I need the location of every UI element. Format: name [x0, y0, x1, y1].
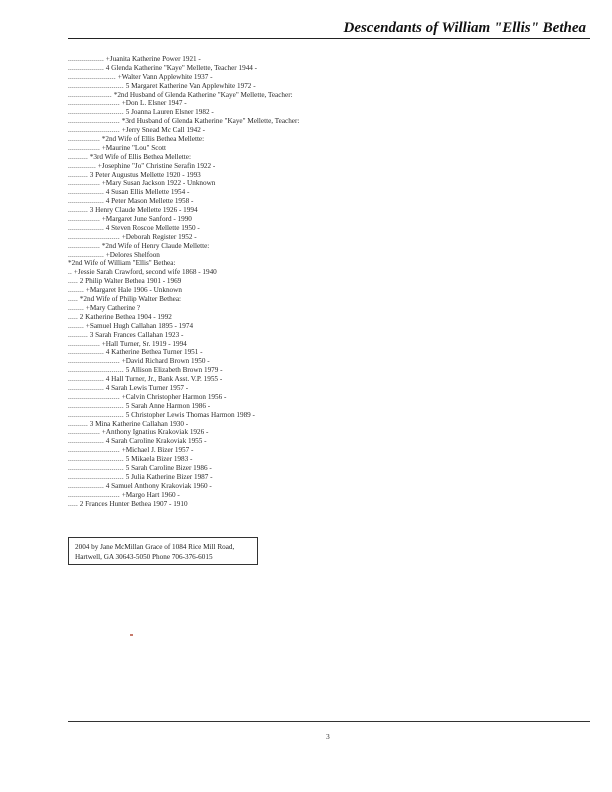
list-item	[68, 491, 588, 500]
entry-text: +Anthony Ignatius Krakoviak 1926 -	[101, 428, 209, 437]
list-item	[68, 73, 588, 82]
entry-text: 2 Frances Hunter Bethea 1907 - 1910	[79, 499, 188, 508]
entry-text: +Juanita Katherine Power 1921 -	[105, 55, 201, 63]
indent-leader: ................	[68, 428, 100, 437]
indent-leader: ..................	[68, 250, 104, 259]
indent-leader: ......................	[68, 90, 112, 99]
entry-text: 3 Peter Augustus Mellette 1920 - 1993	[89, 170, 201, 179]
entry-text: 5 Sarah Caroline Bizer 1986 -	[125, 463, 212, 472]
indent-leader: ..	[68, 268, 72, 277]
indent-leader: ..................	[68, 375, 104, 384]
page-header	[68, 20, 588, 40]
list-item	[68, 428, 588, 437]
indent-leader: ..........................	[68, 392, 120, 401]
indent-leader: ........................	[68, 72, 116, 81]
indent-leader: .....	[68, 295, 78, 304]
indent-leader: ..................	[68, 197, 104, 206]
indent-leader: ................	[68, 179, 100, 188]
list-item	[68, 473, 588, 482]
entry-text: +Hall Turner, Sr. 1919 - 1994	[101, 339, 187, 348]
list-item	[68, 348, 588, 357]
entry-text: 5 Julia Katherine Bizer 1987 -	[125, 472, 213, 481]
entry-text: *2nd Wife of Henry Claude Mellette:	[101, 241, 210, 250]
indent-leader: ..........................	[68, 357, 120, 366]
list-item	[68, 215, 588, 224]
list-item	[68, 375, 588, 384]
indent-leader: ................	[68, 241, 100, 250]
entry-text: +Jerry Snead Mc Call 1942 -	[121, 126, 206, 135]
indent-leader: ..........................	[68, 126, 120, 135]
list-item	[68, 437, 588, 446]
entry-text: +David Richard Brown 1950 -	[121, 357, 210, 366]
list-item	[68, 179, 588, 188]
indent-leader: ..............	[68, 161, 96, 170]
indent-leader: ..........................	[68, 446, 120, 455]
indent-leader: ..................	[68, 348, 104, 357]
entry-text: 4 Glenda Katherine "Kaye" Mellette, Teacher 1944 -	[105, 63, 258, 72]
list-item	[68, 482, 588, 491]
header-divider	[68, 38, 590, 39]
entry-text: 4 Peter Mason Mellette 1958 -	[105, 197, 194, 206]
indent-leader: ........	[68, 303, 84, 312]
indent-leader: ................	[68, 215, 100, 224]
page-number: 3	[326, 732, 330, 741]
indent-leader: ..........	[68, 330, 88, 339]
indent-leader: ............................	[68, 81, 124, 90]
list-item	[68, 366, 588, 375]
indent-leader: ..........................	[68, 490, 120, 499]
list-item	[68, 357, 588, 366]
list-item	[68, 500, 588, 509]
copyright-line-2: Hartwell, GA 30643-5050 Phone 706-376-6015	[75, 553, 213, 561]
list-item	[68, 197, 588, 206]
list-item	[68, 331, 588, 340]
list-item	[68, 224, 588, 233]
entry-text: 3 Mina Katherine Callahan 1930 -	[89, 419, 189, 428]
list-item	[68, 259, 588, 268]
entry-text: *2nd Wife of William "Ellis" Bethea:	[68, 259, 176, 268]
entry-text: +Mary Catherine ?	[85, 303, 141, 312]
list-item	[68, 384, 588, 393]
entry-text: *3rd Wife of Ellis Bethea Mellette:	[89, 152, 191, 161]
list-item	[68, 55, 588, 64]
indent-leader: ................	[68, 339, 100, 348]
entry-text: *2nd Wife of Philip Walter Bethea:	[79, 295, 182, 304]
indent-leader: ..................	[68, 63, 104, 72]
entry-text: 5 Allison Elizabeth Brown 1979 -	[125, 366, 223, 375]
list-item	[68, 402, 588, 411]
list-item	[68, 82, 588, 91]
indent-leader: .....	[68, 499, 78, 508]
indent-leader: .....	[68, 312, 78, 321]
stray-mark	[130, 634, 133, 636]
entry-text: 4 Katherine Bethea Turner 1951 -	[105, 348, 203, 357]
indent-leader: .....	[68, 277, 78, 286]
entry-text: 3 Henry Claude Mellette 1926 - 1994	[89, 206, 198, 215]
indent-leader: ............................	[68, 463, 124, 472]
copyright-notice	[68, 537, 258, 565]
indent-leader: ............................	[68, 401, 124, 410]
page-title: Descendants of William "Ellis" Bethea	[343, 20, 586, 36]
indent-leader: ............................	[68, 410, 124, 419]
entry-text: 4 Hall Turner, Jr., Bank Asst. V.P. 1955 -	[105, 375, 223, 384]
indent-leader: ..................	[68, 481, 104, 490]
list-item	[68, 277, 588, 286]
list-item	[68, 242, 588, 251]
entry-text: +Deborah Register 1952 -	[121, 232, 197, 241]
entry-text: 5 Joanna Lauren Elsner 1982 -	[125, 108, 214, 117]
indent-leader: ................	[68, 135, 100, 144]
entry-text: *3rd Husband of Glenda Katherine "Kaye" Mellette, Teacher:	[121, 117, 300, 126]
entry-text: 2 Katherine Bethea 1904 - 1992	[79, 312, 172, 321]
indent-leader: ............................	[68, 366, 124, 375]
indent-leader: ..................	[68, 437, 104, 446]
footer-divider	[68, 721, 590, 722]
indent-leader: ................	[68, 143, 100, 152]
entry-text: 4 Susan Ellis Mellette 1954 -	[105, 188, 190, 197]
indent-leader: ........	[68, 321, 84, 330]
entry-text: 5 Christopher Lewis Thomas Harmon 1989 -	[125, 410, 255, 419]
entry-text: +Mary Susan Jackson 1922 - Unknown	[101, 179, 216, 188]
list-item	[68, 188, 588, 197]
entry-text: 5 Sarah Anne Harmon 1986 -	[125, 401, 211, 410]
entry-text: +Margaret June Sanford - 1990	[101, 215, 192, 224]
list-item	[68, 126, 588, 135]
entry-text: +Jessie Sarah Crawford, second wife 1868 - 1940	[73, 268, 217, 277]
list-item	[68, 135, 588, 144]
entry-text: +Calvin Christopher Harmon 1956 -	[121, 392, 227, 401]
indent-leader: ............................	[68, 108, 124, 117]
list-item	[68, 304, 588, 313]
indent-leader: ..........	[68, 152, 88, 161]
list-item	[68, 393, 588, 402]
list-item	[68, 420, 588, 429]
entry-text: +Margo Hart 1960 -	[121, 490, 180, 499]
list-item	[68, 153, 588, 162]
list-item	[68, 340, 588, 349]
entry-text: 5 Margaret Katherine Van Applewhite 1972 -	[125, 81, 256, 90]
list-item	[68, 322, 588, 331]
entry-text: 4 Sarah Lewis Turner 1957 -	[105, 383, 189, 392]
indent-leader: ..................	[68, 55, 104, 63]
entry-text: +Margaret Hale 1906 - Unknown	[85, 286, 182, 295]
entry-text: 4 Samuel Anthony Krakoviak 1960 -	[105, 481, 212, 490]
entry-text: +Maurine "Lou" Scott	[101, 143, 166, 152]
entry-text: +Josephine "Jo" Christine Serafin 1922 -	[97, 161, 216, 170]
list-item	[68, 295, 588, 304]
list-item	[68, 91, 588, 100]
list-item	[68, 286, 588, 295]
entry-text: *2nd Husband of Glenda Katherine "Kaye" Mellette, Teacher:	[113, 90, 293, 99]
entry-text: 2 Philip Walter Bethea 1901 - 1969	[79, 277, 182, 286]
list-item	[68, 313, 588, 322]
list-item	[68, 251, 588, 260]
list-item	[68, 464, 588, 473]
entry-text: 4 Steven Roscoe Mellette 1950 -	[105, 223, 200, 232]
indent-leader: ............................	[68, 455, 124, 464]
copyright-line-1: 2004 by Jane McMillan Grace of 1084 Rice Mill Road,	[75, 543, 235, 551]
indent-leader: ..........	[68, 419, 88, 428]
list-item	[68, 99, 588, 108]
entry-text: 4 Sarah Caroline Krakoviak 1955 -	[105, 437, 207, 446]
descendant-list	[68, 55, 588, 508]
entry-text: +Michael J. Bizer 1957 -	[121, 446, 194, 455]
list-item	[68, 117, 588, 126]
entry-text: 3 Sarah Frances Callahan 1923 -	[89, 330, 184, 339]
indent-leader: ..........................	[68, 232, 120, 241]
entry-text: 5 Mikaela Bizer 1983 -	[125, 455, 193, 464]
entry-text: +Samuel Hugh Callahan 1895 - 1974	[85, 321, 194, 330]
list-item	[68, 446, 588, 455]
indent-leader: ..........	[68, 170, 88, 179]
indent-leader: ........	[68, 286, 84, 295]
entry-text: +Delores Shelfoon	[105, 250, 160, 259]
indent-leader: ..........................	[68, 99, 120, 108]
list-item	[68, 455, 588, 464]
indent-leader: ..................	[68, 223, 104, 232]
indent-leader: ..........................	[68, 117, 120, 126]
list-item	[68, 411, 588, 420]
list-item	[68, 233, 588, 242]
list-item	[68, 64, 588, 73]
list-item	[68, 268, 588, 277]
list-item	[68, 171, 588, 180]
list-item	[68, 108, 588, 117]
indent-leader: ............................	[68, 472, 124, 481]
indent-leader: ..................	[68, 383, 104, 392]
list-item	[68, 144, 588, 153]
indent-leader: ..........	[68, 206, 88, 215]
indent-leader: ..................	[68, 188, 104, 197]
list-item	[68, 206, 588, 215]
entry-text: *2nd Wife of Ellis Bethea Mellette:	[101, 135, 205, 144]
list-item	[68, 162, 588, 171]
entry-text: +Don L. Elsner 1947 -	[121, 99, 187, 108]
entry-text: +Walter Vann Applewhite 1937 -	[117, 72, 213, 81]
